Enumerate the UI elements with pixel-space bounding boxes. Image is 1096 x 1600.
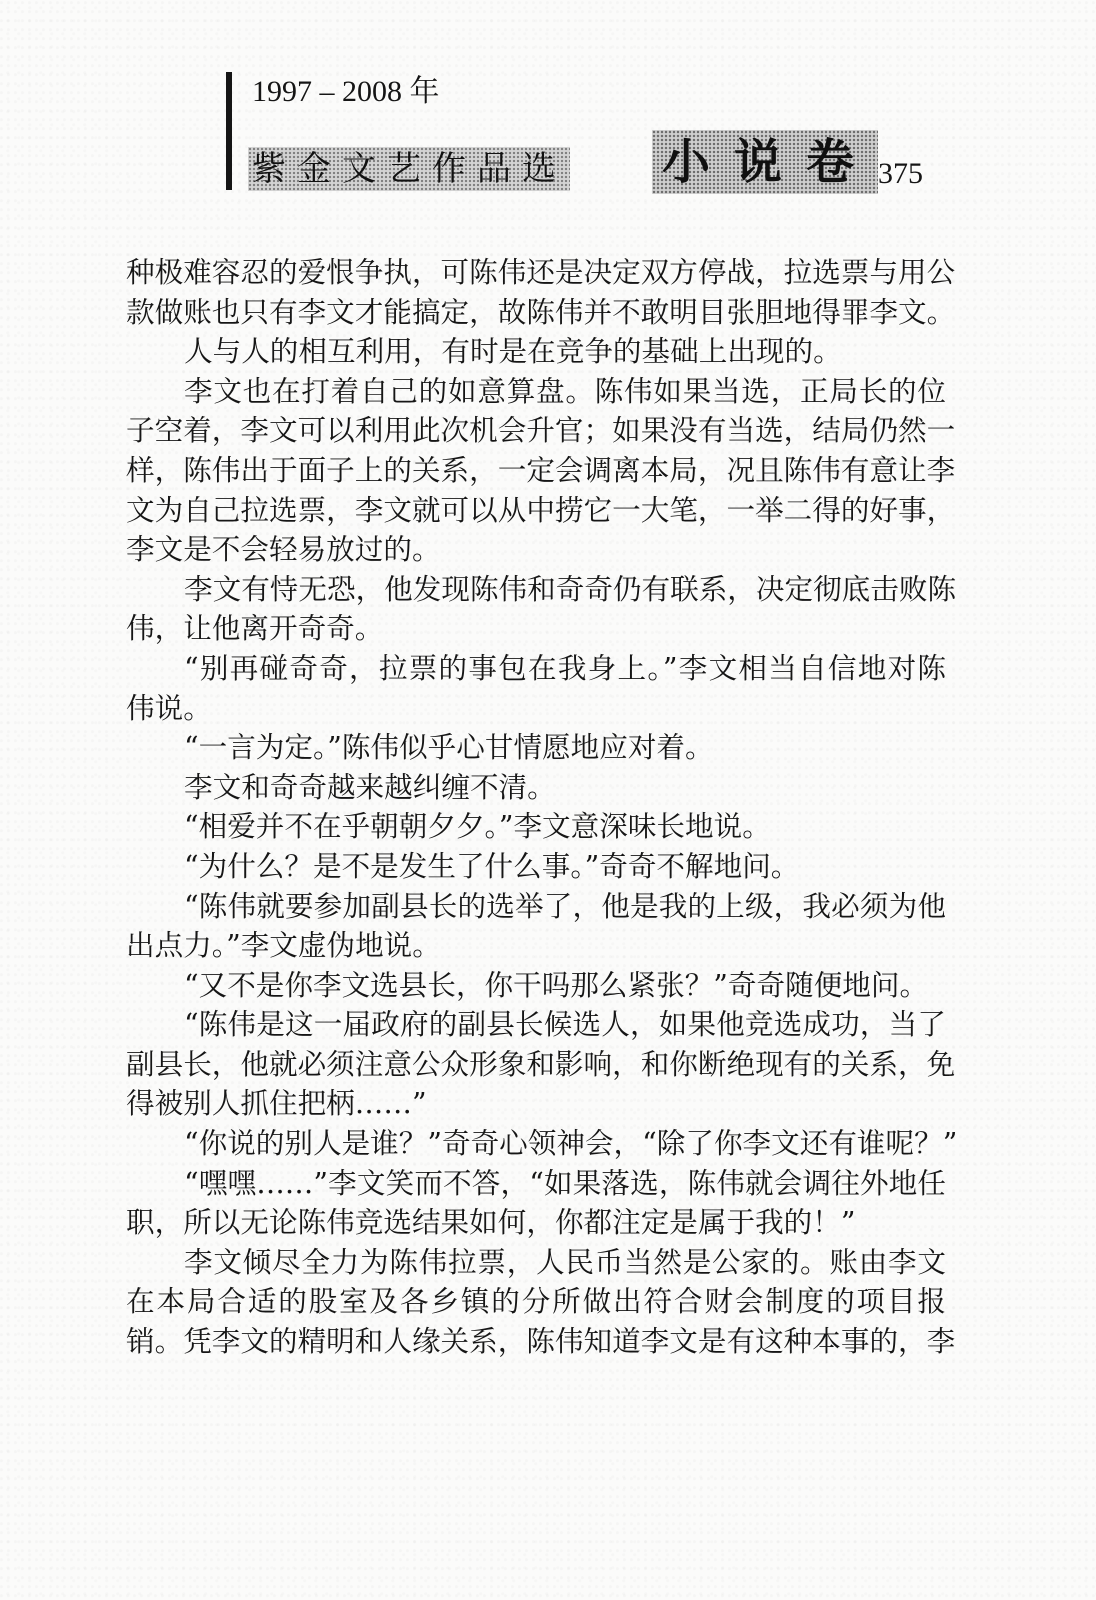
header-vertical-rule bbox=[226, 72, 232, 190]
text-line: 副县长，他就必须注意公众形象和影响，和你断绝现有的关系，免 bbox=[126, 1046, 956, 1081]
text-line: “嘿嘿……”李文笑而不答，“如果落选，陈伟就会调往外地任 bbox=[184, 1165, 946, 1200]
text-line: 子空着，李文可以利用此次机会升官；如果没有当选，结局仍然一 bbox=[126, 413, 956, 448]
text-line: 李文是不会轻易放过的。 bbox=[126, 532, 441, 567]
running-head bbox=[226, 68, 946, 193]
text-line: 得被别人抓住把柄……” bbox=[126, 1086, 427, 1121]
text-line: “一言为定。”陈伟似乎心甘情愿地应对着。 bbox=[184, 730, 714, 765]
text-line: “为什么？是不是发生了什么事。”奇奇不解地问。 bbox=[184, 848, 800, 883]
text-line: 人与人的相互利用，有时是在竞争的基础上出现的。 bbox=[184, 334, 842, 369]
text-line: “陈伟就要参加副县长的选举了，他是我的上级，我必须为他 bbox=[184, 888, 946, 923]
text-line: “又不是你李文选县长，你干吗那么紧张？”奇奇随便地问。 bbox=[184, 967, 929, 1002]
text-line: “你说的别人是谁？”奇奇心领神会，“除了你李文还有谁呢？” bbox=[184, 1126, 958, 1161]
text-line: 在本局合适的股室及各乡镇的分所做出符合财会制度的项目报 bbox=[126, 1284, 946, 1319]
text-line: 李文有恃无恐，他发现陈伟和奇奇仍有联系，决定彻底击败陈 bbox=[184, 571, 957, 606]
text-line: “陈伟是这一届政府的副县长候选人，如果他竞选成功，当了 bbox=[184, 1007, 946, 1042]
text-line: 伟说。 bbox=[126, 690, 212, 725]
text-line: “别再碰奇奇，拉票的事包在我身上。”李文相当自信地对陈 bbox=[184, 650, 946, 685]
text-line: 李文也在打着自己的如意算盘。陈伟如果当选，正局长的位 bbox=[184, 373, 946, 408]
header-volume-title: 小说卷 bbox=[652, 130, 878, 194]
body-text bbox=[126, 253, 958, 1362]
text-line: 款做账也只有李文才能搞定，故陈伟并不敢明目张胆地得罪李文。 bbox=[126, 294, 956, 329]
text-line: 种极难容忍的爱恨争执，可陈伟还是决定双方停战，拉选票与用公 bbox=[126, 255, 956, 289]
text-line: 李文和奇奇越来越纠缠不清。 bbox=[184, 769, 556, 804]
text-line: 销。凭李文的精明和人缘关系，陈伟知道李文是有这种本事的，李 bbox=[126, 1324, 956, 1359]
header-years: 1997 – 2008 年 bbox=[252, 75, 440, 108]
text-line: “相爱并不在乎朝朝夕夕。”李文意深味长地说。 bbox=[184, 809, 771, 844]
header-series-title: 紫金文艺作品选 bbox=[248, 147, 570, 191]
text-line: 文为自己拉选票，李文就可以从中捞它一大笔，一举二得的好事， bbox=[126, 492, 956, 527]
text-line: 样，陈伟出于面子上的关系，一定会调离本局，况且陈伟有意让李 bbox=[126, 452, 956, 487]
page-number: 375 bbox=[878, 157, 923, 190]
text-line: 出点力。”李文虚伪地说。 bbox=[126, 928, 441, 963]
text-line: 职，所以无论陈伟竞选结果如何，你都注定是属于我的！” bbox=[126, 1205, 856, 1240]
text-line: 伟，让他离开奇奇。 bbox=[126, 611, 384, 646]
text-line: 李文倾尽全力为陈伟拉票，人民币当然是公家的。账由李文 bbox=[184, 1244, 946, 1279]
